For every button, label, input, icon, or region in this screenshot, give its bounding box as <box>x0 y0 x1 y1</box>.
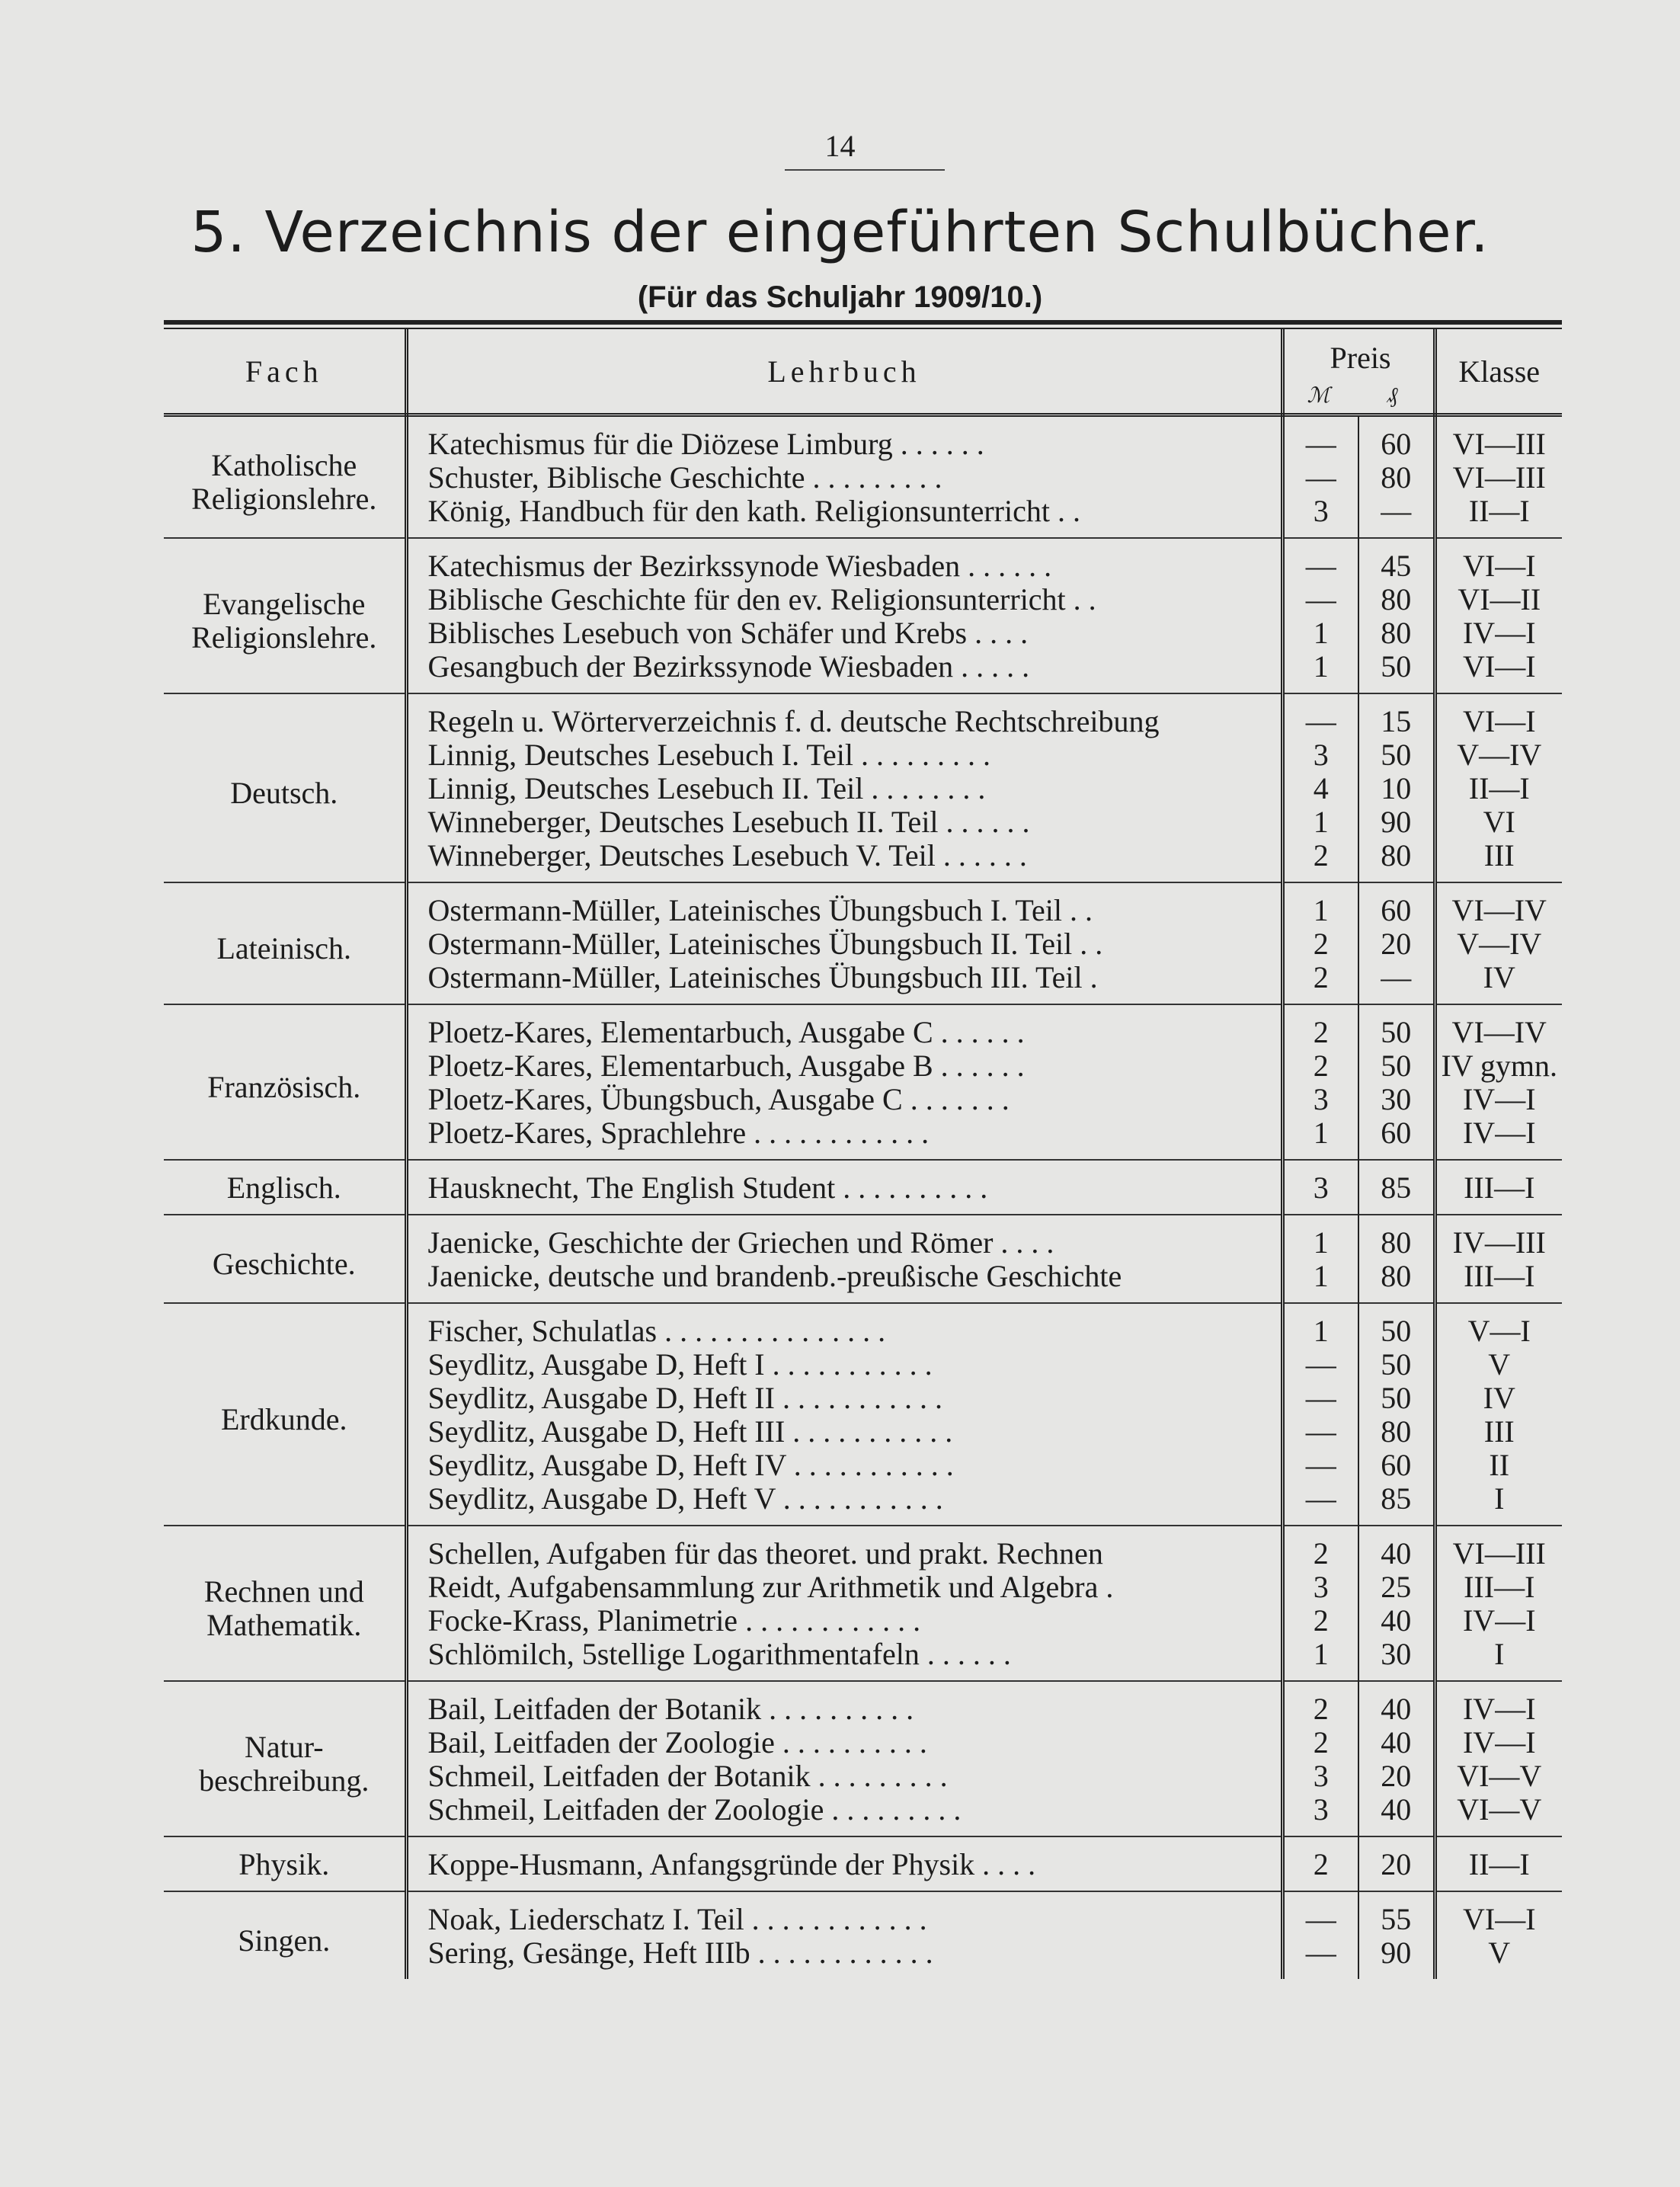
class-range-cell: III <box>1483 839 1515 873</box>
price-mark-cell: 2 <box>1282 927 1358 961</box>
header-lehrbuch: Lehrbuch <box>406 329 1282 415</box>
price-mark-cell: 1 <box>1282 1215 1358 1260</box>
book-title-cell: Reidt, Aufgabensammlung zur Arithmetik und Algebra . <box>406 1571 1282 1604</box>
price-mark-cell: — <box>1282 693 1358 738</box>
price-mark-cell: — <box>1282 1415 1358 1449</box>
class-range-cell: VI <box>1483 805 1515 839</box>
price-mark-cell: — <box>1282 538 1358 583</box>
price-mark-cell: — <box>1282 1936 1358 1979</box>
class-range-cell: IV—I <box>1462 1726 1536 1760</box>
subject-cell: Natur- beschreibung. <box>164 1681 406 1836</box>
price-pf-cell: 10 <box>1358 772 1435 805</box>
header-preis-label: Preis <box>1330 341 1391 375</box>
book-title-cell: Ploetz-Kares, Elementarbuch, Ausgabe C . . . . . . <box>406 1004 1282 1049</box>
class-range-cell: II—I <box>1468 495 1530 528</box>
book-title-cell: Seydlitz, Ausgabe D, Heft IV . . . . . . . . . . . <box>406 1449 1282 1482</box>
book-title-cell: König, Handbuch für den kath. Religionsunterricht . . <box>406 495 1282 538</box>
price-mark-cell: 3 <box>1282 1760 1358 1793</box>
price-pf-cell: 60 <box>1358 1116 1435 1160</box>
table-row <box>164 1891 1562 1936</box>
price-mark-cell: — <box>1282 415 1358 462</box>
price-pf-cell: 85 <box>1358 1482 1435 1526</box>
price-pf-cell: 15 <box>1358 693 1435 738</box>
price-mark-cell: 2 <box>1282 1049 1358 1083</box>
class-range-cell: IV—I <box>1462 1604 1536 1638</box>
class-range-cell: V—I <box>1435 1303 1562 1348</box>
class-range-cell: I <box>1494 1482 1505 1516</box>
price-pf-cell: 50 <box>1358 1348 1435 1382</box>
book-title-cell: Gesangbuch der Bezirkssynode Wiesbaden . . . . . <box>406 650 1282 693</box>
class-range-cell: III <box>1483 1415 1515 1449</box>
class-range-cell: IV—I <box>1462 1116 1536 1150</box>
book-title-cell: Jaenicke, deutsche und brandenb.-preußische Geschichte <box>406 1260 1282 1303</box>
class-range-cell: IV—I <box>1462 616 1536 650</box>
class-range-cell: IV gymn. <box>1441 1049 1558 1083</box>
subject-cell: Lateinisch. <box>164 882 406 1004</box>
price-mark-cell: 1 <box>1282 650 1358 693</box>
class-range-cell: VI—III <box>1452 427 1546 461</box>
price-pf-cell: 80 <box>1358 1260 1435 1303</box>
subject-cell: Geschichte. <box>164 1215 406 1303</box>
price-mark-cell: 1 <box>1282 1260 1358 1303</box>
header-fach: Fach <box>164 329 406 415</box>
price-mark-cell: — <box>1282 461 1358 495</box>
price-pf-cell: 30 <box>1358 1083 1435 1116</box>
table-row <box>164 1215 1562 1260</box>
price-pf-cell: 80 <box>1358 839 1435 882</box>
price-mark-cell: 1 <box>1282 1116 1358 1160</box>
table-row <box>164 1836 1562 1891</box>
class-range-cell: II—I <box>1468 772 1530 805</box>
price-mark-cell: 2 <box>1282 1726 1358 1760</box>
class-range-cell: V <box>1488 1936 1511 1970</box>
price-mark-cell: 3 <box>1282 1571 1358 1604</box>
header-mark-unit: ℳ <box>1307 384 1330 408</box>
class-range-cell: VI—I <box>1435 693 1562 738</box>
subject-cell: Singen. <box>164 1891 406 1979</box>
price-mark-cell: 2 <box>1282 1836 1358 1891</box>
header-preis <box>1282 329 1435 415</box>
price-pf-cell: 50 <box>1358 1004 1435 1049</box>
book-title-cell: Linnig, Deutsches Lesebuch II. Teil . . . . . . . . <box>406 772 1282 805</box>
subject-cell: Erdkunde. <box>164 1303 406 1526</box>
subject-cell: Rechnen und Mathematik. <box>164 1526 406 1681</box>
class-range-cell: II <box>1489 1449 1510 1482</box>
book-title-cell: Biblisches Lesebuch von Schäfer und Krebs . . . . <box>406 616 1282 650</box>
book-title-cell: Regeln u. Wörterverzeichnis f. d. deutsche Rechtschreibung <box>406 693 1282 738</box>
price-pf-cell: 40 <box>1358 1726 1435 1760</box>
class-range-cell: II—I <box>1435 1836 1562 1891</box>
table-row <box>164 1004 1562 1049</box>
page-number-rule <box>785 169 945 171</box>
price-pf-cell: 40 <box>1358 1681 1435 1726</box>
class-range-cell: IV <box>1483 1382 1515 1415</box>
book-title-cell: Ostermann-Müller, Lateinisches Übungsbuch III. Teil . <box>406 961 1282 1004</box>
class-range-cell: III—I <box>1435 1160 1562 1215</box>
price-mark-cell: 1 <box>1282 1638 1358 1681</box>
price-pf-cell: 25 <box>1358 1571 1435 1604</box>
price-mark-cell: 2 <box>1282 839 1358 882</box>
book-title-cell: Ostermann-Müller, Lateinisches Übungsbuch I. Teil . . <box>406 882 1282 927</box>
subject-cell: Englisch. <box>164 1160 406 1215</box>
book-title-cell: Ploetz-Kares, Übungsbuch, Ausgabe C . . . . . . . <box>406 1083 1282 1116</box>
price-mark-cell: 1 <box>1282 1303 1358 1348</box>
schoolbook-table <box>164 329 1562 1979</box>
subject-cell: Evangelische Religionslehre. <box>164 538 406 693</box>
price-pf-cell: 20 <box>1358 927 1435 961</box>
price-mark-cell: 2 <box>1282 1004 1358 1049</box>
table-row <box>164 415 1562 462</box>
book-title-cell: Biblische Geschichte für den ev. Religionsunterricht . . <box>406 583 1282 616</box>
book-title-cell: Schmeil, Leitfaden der Zoologie . . . . . . . . . <box>406 1793 1282 1836</box>
subject-cell: Katholische Religionslehre. <box>164 415 406 539</box>
table-row <box>164 693 1562 738</box>
price-pf-cell: 50 <box>1358 1049 1435 1083</box>
class-range-cell: VI—V <box>1457 1760 1542 1793</box>
price-pf-cell: 85 <box>1358 1160 1435 1215</box>
price-pf-cell: 80 <box>1358 616 1435 650</box>
table-row <box>164 538 1562 583</box>
price-pf-cell: 55 <box>1358 1891 1435 1936</box>
book-title-cell: Fischer, Schulatlas . . . . . . . . . . . . . . . <box>406 1303 1282 1348</box>
price-mark-cell: — <box>1282 1449 1358 1482</box>
price-pf-cell: — <box>1358 495 1435 538</box>
book-title-cell: Seydlitz, Ausgabe D, Heft III . . . . . . . . . . . <box>406 1415 1282 1449</box>
price-pf-cell: 60 <box>1358 1449 1435 1482</box>
class-range-cell: IV—I <box>1435 1681 1562 1726</box>
page-subtitle: (Für das Schuljahr 1909/10.) <box>637 280 1043 314</box>
price-pf-cell: 50 <box>1358 650 1435 693</box>
book-title-cell: Schuster, Biblische Geschichte . . . . . . . . . <box>406 461 1282 495</box>
table-row <box>164 1526 1562 1571</box>
price-pf-cell: 30 <box>1358 1638 1435 1681</box>
book-title-cell: Schellen, Aufgaben für das theoret. und prakt. Rechnen <box>406 1526 1282 1571</box>
class-range-cell: IV <box>1483 961 1515 994</box>
price-mark-cell: 2 <box>1282 1526 1358 1571</box>
book-title-cell: Jaenicke, Geschichte der Griechen und Römer . . . . <box>406 1215 1282 1260</box>
price-mark-cell: 2 <box>1282 1604 1358 1638</box>
table-header-row <box>164 329 1562 415</box>
class-range-cell: IV—I <box>1462 1083 1536 1116</box>
price-pf-cell: 40 <box>1358 1793 1435 1836</box>
class-range-cell: VI—IV <box>1435 882 1562 927</box>
price-pf-cell: 80 <box>1358 1415 1435 1449</box>
price-mark-cell: 3 <box>1282 1160 1358 1215</box>
price-mark-cell: 3 <box>1282 738 1358 772</box>
header-pf-unit: ₰ <box>1387 384 1398 408</box>
price-pf-cell: 20 <box>1358 1760 1435 1793</box>
price-mark-cell: — <box>1282 1891 1358 1936</box>
class-range-cell: VI—I <box>1435 1891 1562 1936</box>
book-title-cell: Noak, Liederschatz I. Teil . . . . . . . . . . . . <box>406 1891 1282 1936</box>
book-title-cell: Seydlitz, Ausgabe D, Heft I . . . . . . . . . . . <box>406 1348 1282 1382</box>
book-title-cell: Schlömilch, 5stellige Logarithmentafeln . . . . . . <box>406 1638 1282 1681</box>
price-mark-cell: — <box>1282 583 1358 616</box>
price-mark-cell: 1 <box>1282 616 1358 650</box>
price-mark-cell: — <box>1282 1348 1358 1382</box>
class-range-cell: III—I <box>1464 1571 1535 1604</box>
price-pf-cell: 50 <box>1358 1382 1435 1415</box>
class-range-cell: V—IV <box>1457 738 1542 772</box>
price-pf-cell: 50 <box>1358 738 1435 772</box>
class-range-cell: VI—III <box>1452 461 1546 495</box>
price-pf-cell: 90 <box>1358 805 1435 839</box>
table-body <box>164 415 1562 1980</box>
price-pf-cell: 80 <box>1358 1215 1435 1260</box>
book-title-cell: Katechismus für die Diözese Limburg . . . . . . <box>406 415 1282 462</box>
price-pf-cell: 20 <box>1358 1836 1435 1891</box>
book-title-cell: Linnig, Deutsches Lesebuch I. Teil . . . . . . . . . <box>406 738 1282 772</box>
price-pf-cell: 80 <box>1358 583 1435 616</box>
price-pf-cell: 60 <box>1358 415 1435 462</box>
book-title-cell: Focke-Krass, Planimetrie . . . . . . . . . . . . <box>406 1604 1282 1638</box>
price-pf-cell: 40 <box>1358 1526 1435 1571</box>
class-range-cell: V <box>1488 1348 1511 1382</box>
price-mark-cell: 1 <box>1282 882 1358 927</box>
book-title-cell: Sering, Gesänge, Heft IIIb . . . . . . . . . . . . <box>406 1936 1282 1979</box>
price-mark-cell: — <box>1282 1382 1358 1415</box>
book-title-cell: Ostermann-Müller, Lateinisches Übungsbuch II. Teil . . <box>406 927 1282 961</box>
class-range-cell: V—IV <box>1457 927 1542 961</box>
table-row <box>164 1303 1562 1348</box>
book-title-cell: Koppe-Husmann, Anfangsgründe der Physik . . . . <box>406 1836 1282 1891</box>
price-mark-cell: 4 <box>1282 772 1358 805</box>
price-pf-cell: 60 <box>1358 882 1435 927</box>
book-title-cell: Bail, Leitfaden der Zoologie . . . . . . . . . . <box>406 1726 1282 1760</box>
price-mark-cell: 3 <box>1282 1083 1358 1116</box>
subject-cell: Physik. <box>164 1836 406 1891</box>
book-title-cell: Schmeil, Leitfaden der Botanik . . . . . . . . . <box>406 1760 1282 1793</box>
class-range-cell: VI—I <box>1435 538 1562 583</box>
page-number: 14 <box>824 129 856 163</box>
class-range-cell: I <box>1494 1638 1505 1671</box>
price-mark-cell: 3 <box>1282 495 1358 538</box>
subject-cell: Deutsch. <box>164 693 406 882</box>
price-mark-cell: — <box>1282 1482 1358 1526</box>
price-mark-cell: 2 <box>1282 1681 1358 1726</box>
table-top-rule <box>164 320 1562 325</box>
price-mark-cell: 3 <box>1282 1793 1358 1836</box>
table-row <box>164 1681 1562 1726</box>
schoolbook-table-wrap <box>164 320 1562 1979</box>
header-klasse: Klasse <box>1435 329 1562 415</box>
book-title-cell: Katechismus der Bezirkssynode Wiesbaden . . . . . . <box>406 538 1282 583</box>
price-pf-cell: — <box>1358 961 1435 1004</box>
class-range-cell: III—I <box>1464 1260 1535 1293</box>
price-pf-cell: 45 <box>1358 538 1435 583</box>
subject-cell: Französisch. <box>164 1004 406 1160</box>
price-pf-cell: 50 <box>1358 1303 1435 1348</box>
class-range-cell: IV—III <box>1435 1215 1562 1260</box>
book-title-cell: Ploetz-Kares, Sprachlehre . . . . . . . . . . . . <box>406 1116 1282 1160</box>
price-pf-cell: 90 <box>1358 1936 1435 1979</box>
price-pf-cell: 40 <box>1358 1604 1435 1638</box>
table-row <box>164 1160 1562 1215</box>
price-pf-cell: 80 <box>1358 461 1435 495</box>
book-title-cell: Ploetz-Kares, Elementarbuch, Ausgabe B . . . . . . <box>406 1049 1282 1083</box>
class-range-cell: VI—I <box>1462 650 1536 684</box>
book-title-cell: Bail, Leitfaden der Botanik . . . . . . . . . . <box>406 1681 1282 1726</box>
class-range-cell: VI—V <box>1457 1793 1542 1827</box>
price-mark-cell: 2 <box>1282 961 1358 1004</box>
book-title-cell: Seydlitz, Ausgabe D, Heft II . . . . . . . . . . . <box>406 1382 1282 1415</box>
class-range-cell: VI—II <box>1458 583 1541 616</box>
book-title-cell: Winneberger, Deutsches Lesebuch V. Teil . . . . . . <box>406 839 1282 882</box>
book-title-cell: Hausknecht, The English Student . . . . . . . . . . <box>406 1160 1282 1215</box>
class-range-cell: VI—III <box>1435 1526 1562 1571</box>
class-range-cell: VI—IV <box>1435 1004 1562 1049</box>
table-row <box>164 882 1562 927</box>
book-title-cell: Winneberger, Deutsches Lesebuch II. Teil . . . . . . <box>406 805 1282 839</box>
book-title-cell: Seydlitz, Ausgabe D, Heft V . . . . . . . . . . . <box>406 1482 1282 1526</box>
page-title: 5. Verzeichnis der eingeführten Schulbücher. <box>190 200 1490 265</box>
price-mark-cell: 1 <box>1282 805 1358 839</box>
